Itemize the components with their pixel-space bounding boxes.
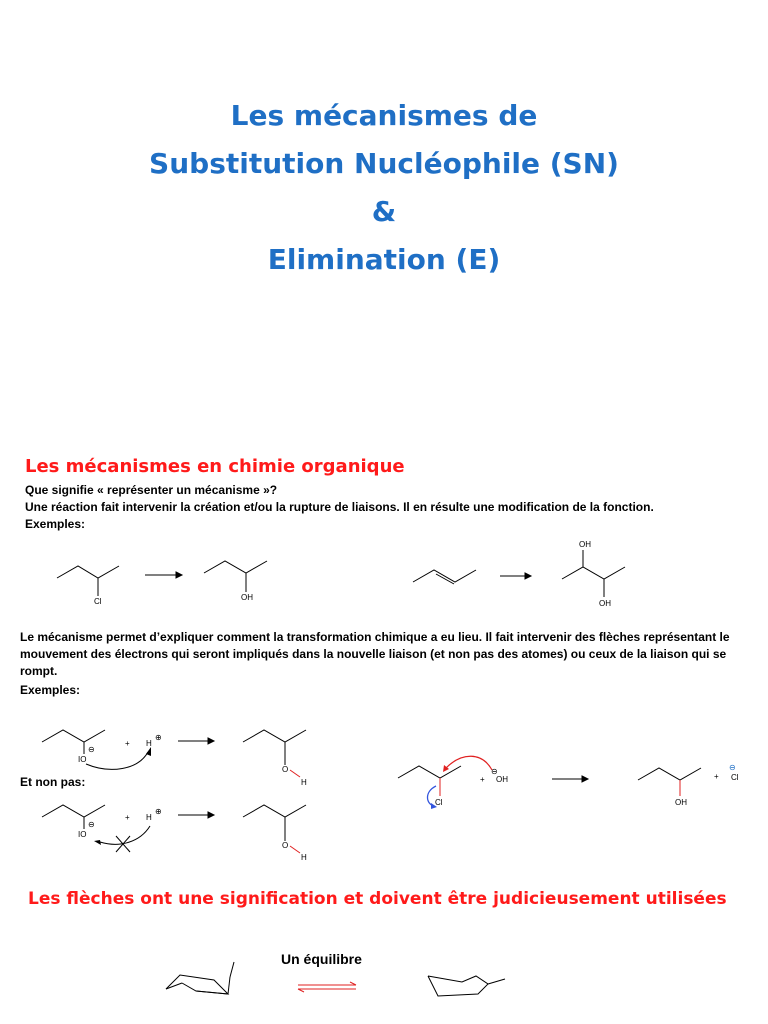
plus-4: +: [714, 772, 719, 781]
charge-neg-1: ⊖: [88, 745, 95, 754]
mechanism-paragraph: Le mécanisme permet d’expliquer comment la transformation chimique a eu lieu. Il fait intervenir des flèches représentant le mouvement des électrons qui seront impliqués dans la nouvelle liaison (et non pas des atomes) ou ceux de la liaison qui se rompt.: [20, 630, 730, 678]
charge-pos-1: ⊕: [155, 733, 162, 742]
butanol-structure-2: [243, 730, 306, 777]
reaction-arrow-3: [178, 738, 214, 744]
question-text: Que signifie « représenter un mécanisme »?: [25, 483, 278, 497]
oh-label-1: OH: [241, 593, 253, 602]
cl-label-1: Cl: [94, 597, 102, 606]
o-lone-label-2: IO: [78, 830, 87, 839]
oh-label-bottom: OH: [599, 599, 611, 608]
plus-3: +: [480, 775, 485, 784]
charge-pos-2: ⊕: [155, 807, 162, 816]
cyclohexane-chair-2: [428, 976, 505, 996]
butanol-structure: [204, 561, 267, 592]
charge-neg-3: ⊖: [491, 767, 498, 776]
charge-neg-4: ⊖: [729, 763, 736, 772]
chlorobutane-structure: [57, 566, 119, 596]
cl-label-3: Cl: [731, 773, 739, 782]
title-line-3: &: [371, 195, 397, 228]
h-label-2: H: [301, 853, 307, 862]
butene-structure: [413, 570, 476, 584]
alkyl-oxide-structure-wrong: [42, 805, 105, 829]
plus-1: +: [125, 739, 130, 748]
plus-2: +: [125, 813, 130, 822]
section-heading: Les mécanismes en chimie organique: [25, 456, 405, 477]
equilibrium-arrows: [298, 982, 356, 992]
o-lone-label-1: IO: [78, 755, 87, 764]
equilibrium-label: Un équilibre: [281, 951, 362, 967]
not-label: Et non pas:: [20, 775, 86, 789]
diol-structure: [562, 550, 625, 597]
cyclohexane-chair-1: [166, 962, 234, 994]
charge-neg-2: ⊖: [88, 820, 95, 829]
reaction-arrow-5: [552, 776, 588, 782]
butanol-structure-4: [638, 768, 701, 796]
examples-label-2: Exemples:: [20, 683, 81, 697]
definition-text: Une réaction fait intervenir la création et/ou la rupture de liaisons. Il en résulte une modification de la fonction.: [25, 500, 654, 514]
examples-label-1: Exemples:: [25, 517, 86, 531]
oh-label-top: OH: [579, 540, 591, 549]
h-plus-label-1: H: [146, 739, 152, 748]
reaction-arrow-2: [500, 573, 531, 579]
oh-label-3: OH: [675, 798, 687, 807]
title-line-2: Substitution Nucléophile (SN): [149, 147, 619, 180]
red-electron-arrow: [446, 756, 492, 770]
alkyl-oxide-structure: [42, 730, 105, 754]
o-label-2: O: [282, 841, 289, 850]
electron-arrow-1: [86, 752, 148, 769]
reaction-arrow-1: [145, 572, 182, 578]
cl-label-2: Cl: [435, 798, 443, 807]
oh-label-2: OH: [496, 775, 508, 784]
title-line-1: Les mécanismes de: [230, 99, 538, 132]
h-label-1: H: [301, 778, 307, 787]
butanol-structure-3: [243, 805, 306, 853]
reaction-arrow-4: [178, 812, 214, 818]
o-label-1: O: [282, 765, 289, 774]
title-line-4: Elimination (E): [267, 243, 501, 276]
arrows-heading: Les flèches ont une signification et doivent être judicieusement utilisées: [28, 889, 727, 909]
h-plus-label-2: H: [146, 813, 152, 822]
